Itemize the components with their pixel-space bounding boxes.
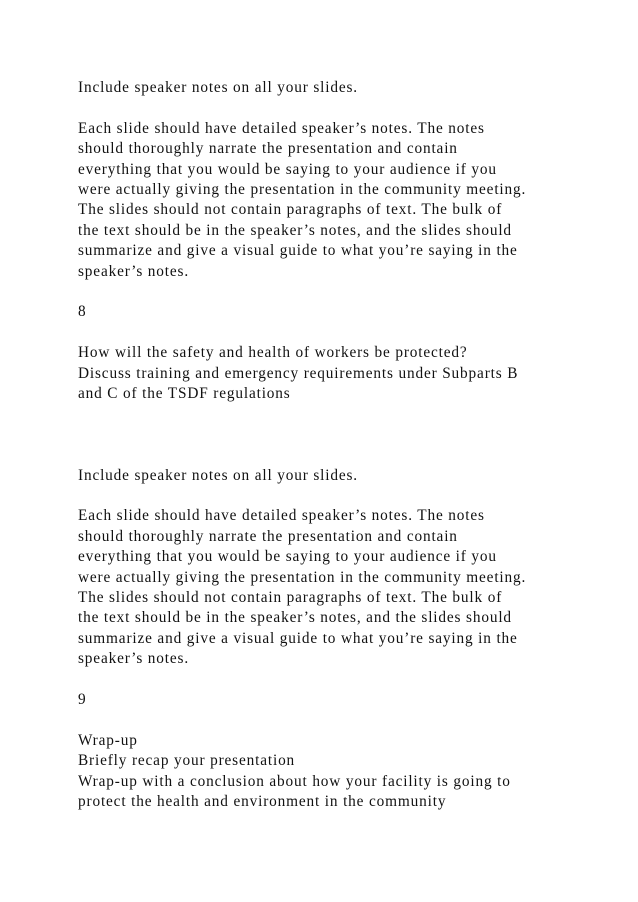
speaker-notes-heading: Include speaker notes on all your slides. (78, 466, 358, 484)
slide-content: Wrap-up Briefly recap your presentation Wrap-up with a conclusion about how your facility is going to protect the health and environment in the community (78, 731, 511, 811)
speaker-notes-instructions: Each slide should have detailed speaker’s notes. The notes should thoroughly narrate the presentation and contain everything that you would be saying to your audience if you were actually giving the presentation in the community meeting. The slides should not contain paragraphs of text. The bulk of the text should be in the speaker’s notes, and the slides should summarize and give a visual guide to what you’re saying in the speaker’s notes. (78, 119, 527, 280)
slide-number: 8 (78, 303, 87, 321)
speaker-notes-instructions: Each slide should have detailed speaker’s notes. The notes should thoroughly narrate the presentation and contain everything that you would be saying to your audience if you were actually giving the presentation in the community meeting. The slides should not contain paragraphs of text. The bulk of the text should be in the speaker’s notes, and the slides should summarize and give a visual guide to what you’re saying in the speaker’s notes. (78, 507, 527, 668)
blank-space (78, 425, 598, 466)
slide-content: How will the safety and health of workers be protected? Discuss training and emergency requirements under Subparts B and C of the TSDF regulations (78, 344, 519, 403)
speaker-notes-heading: Include speaker notes on all your slides. (78, 79, 358, 96)
slide-number: 9 (78, 691, 87, 709)
document-page (78, 78, 598, 813)
